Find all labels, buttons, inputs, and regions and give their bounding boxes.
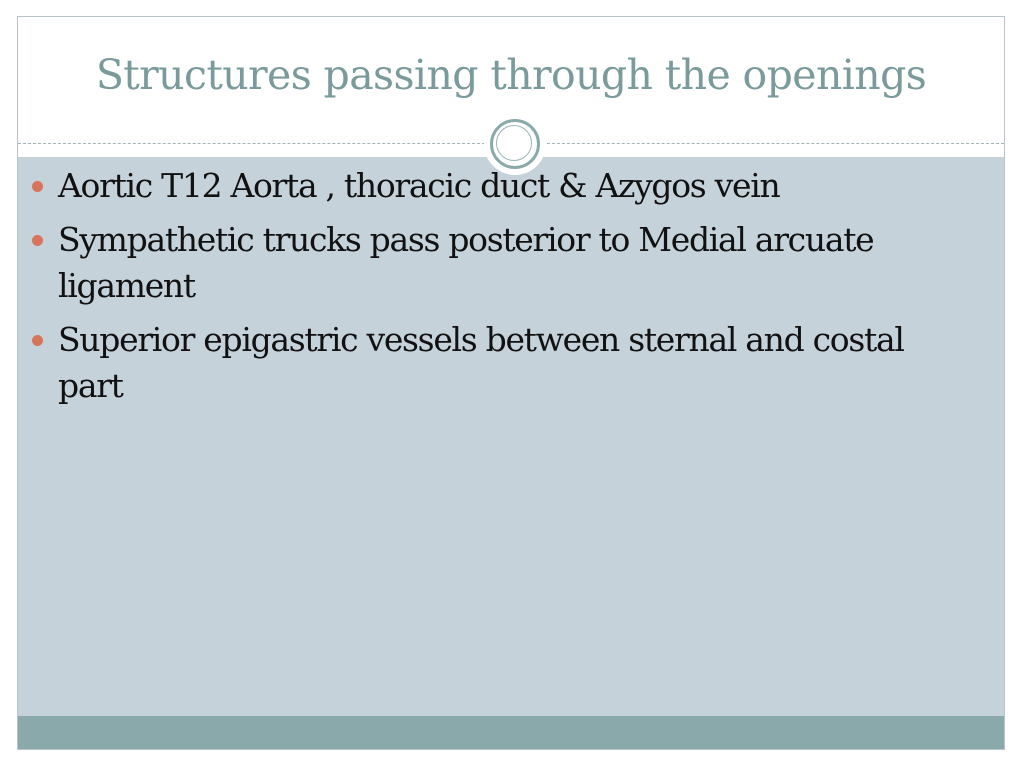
bullet-text: Aortic T12 Aorta , thoracic duct & Azygos vein [58,166,780,205]
ornament-inner-ring [496,125,532,161]
bullet-text: Superior epigastric vessels between sternal and costal part [58,320,904,405]
ornament-ring [490,119,540,169]
footer-band [18,716,1004,750]
dot-icon [32,235,43,246]
bullet-item [30,317,950,409]
bullet-list [30,163,950,417]
bullet-item [30,163,950,209]
slide-title: Structures passing through the openings [95,51,927,99]
dot-icon [32,335,43,346]
bullet-item [30,217,950,309]
bullet-text: Sympathetic trucks pass posterior to Medial arcuate ligament [58,220,874,305]
dot-icon [32,181,43,192]
